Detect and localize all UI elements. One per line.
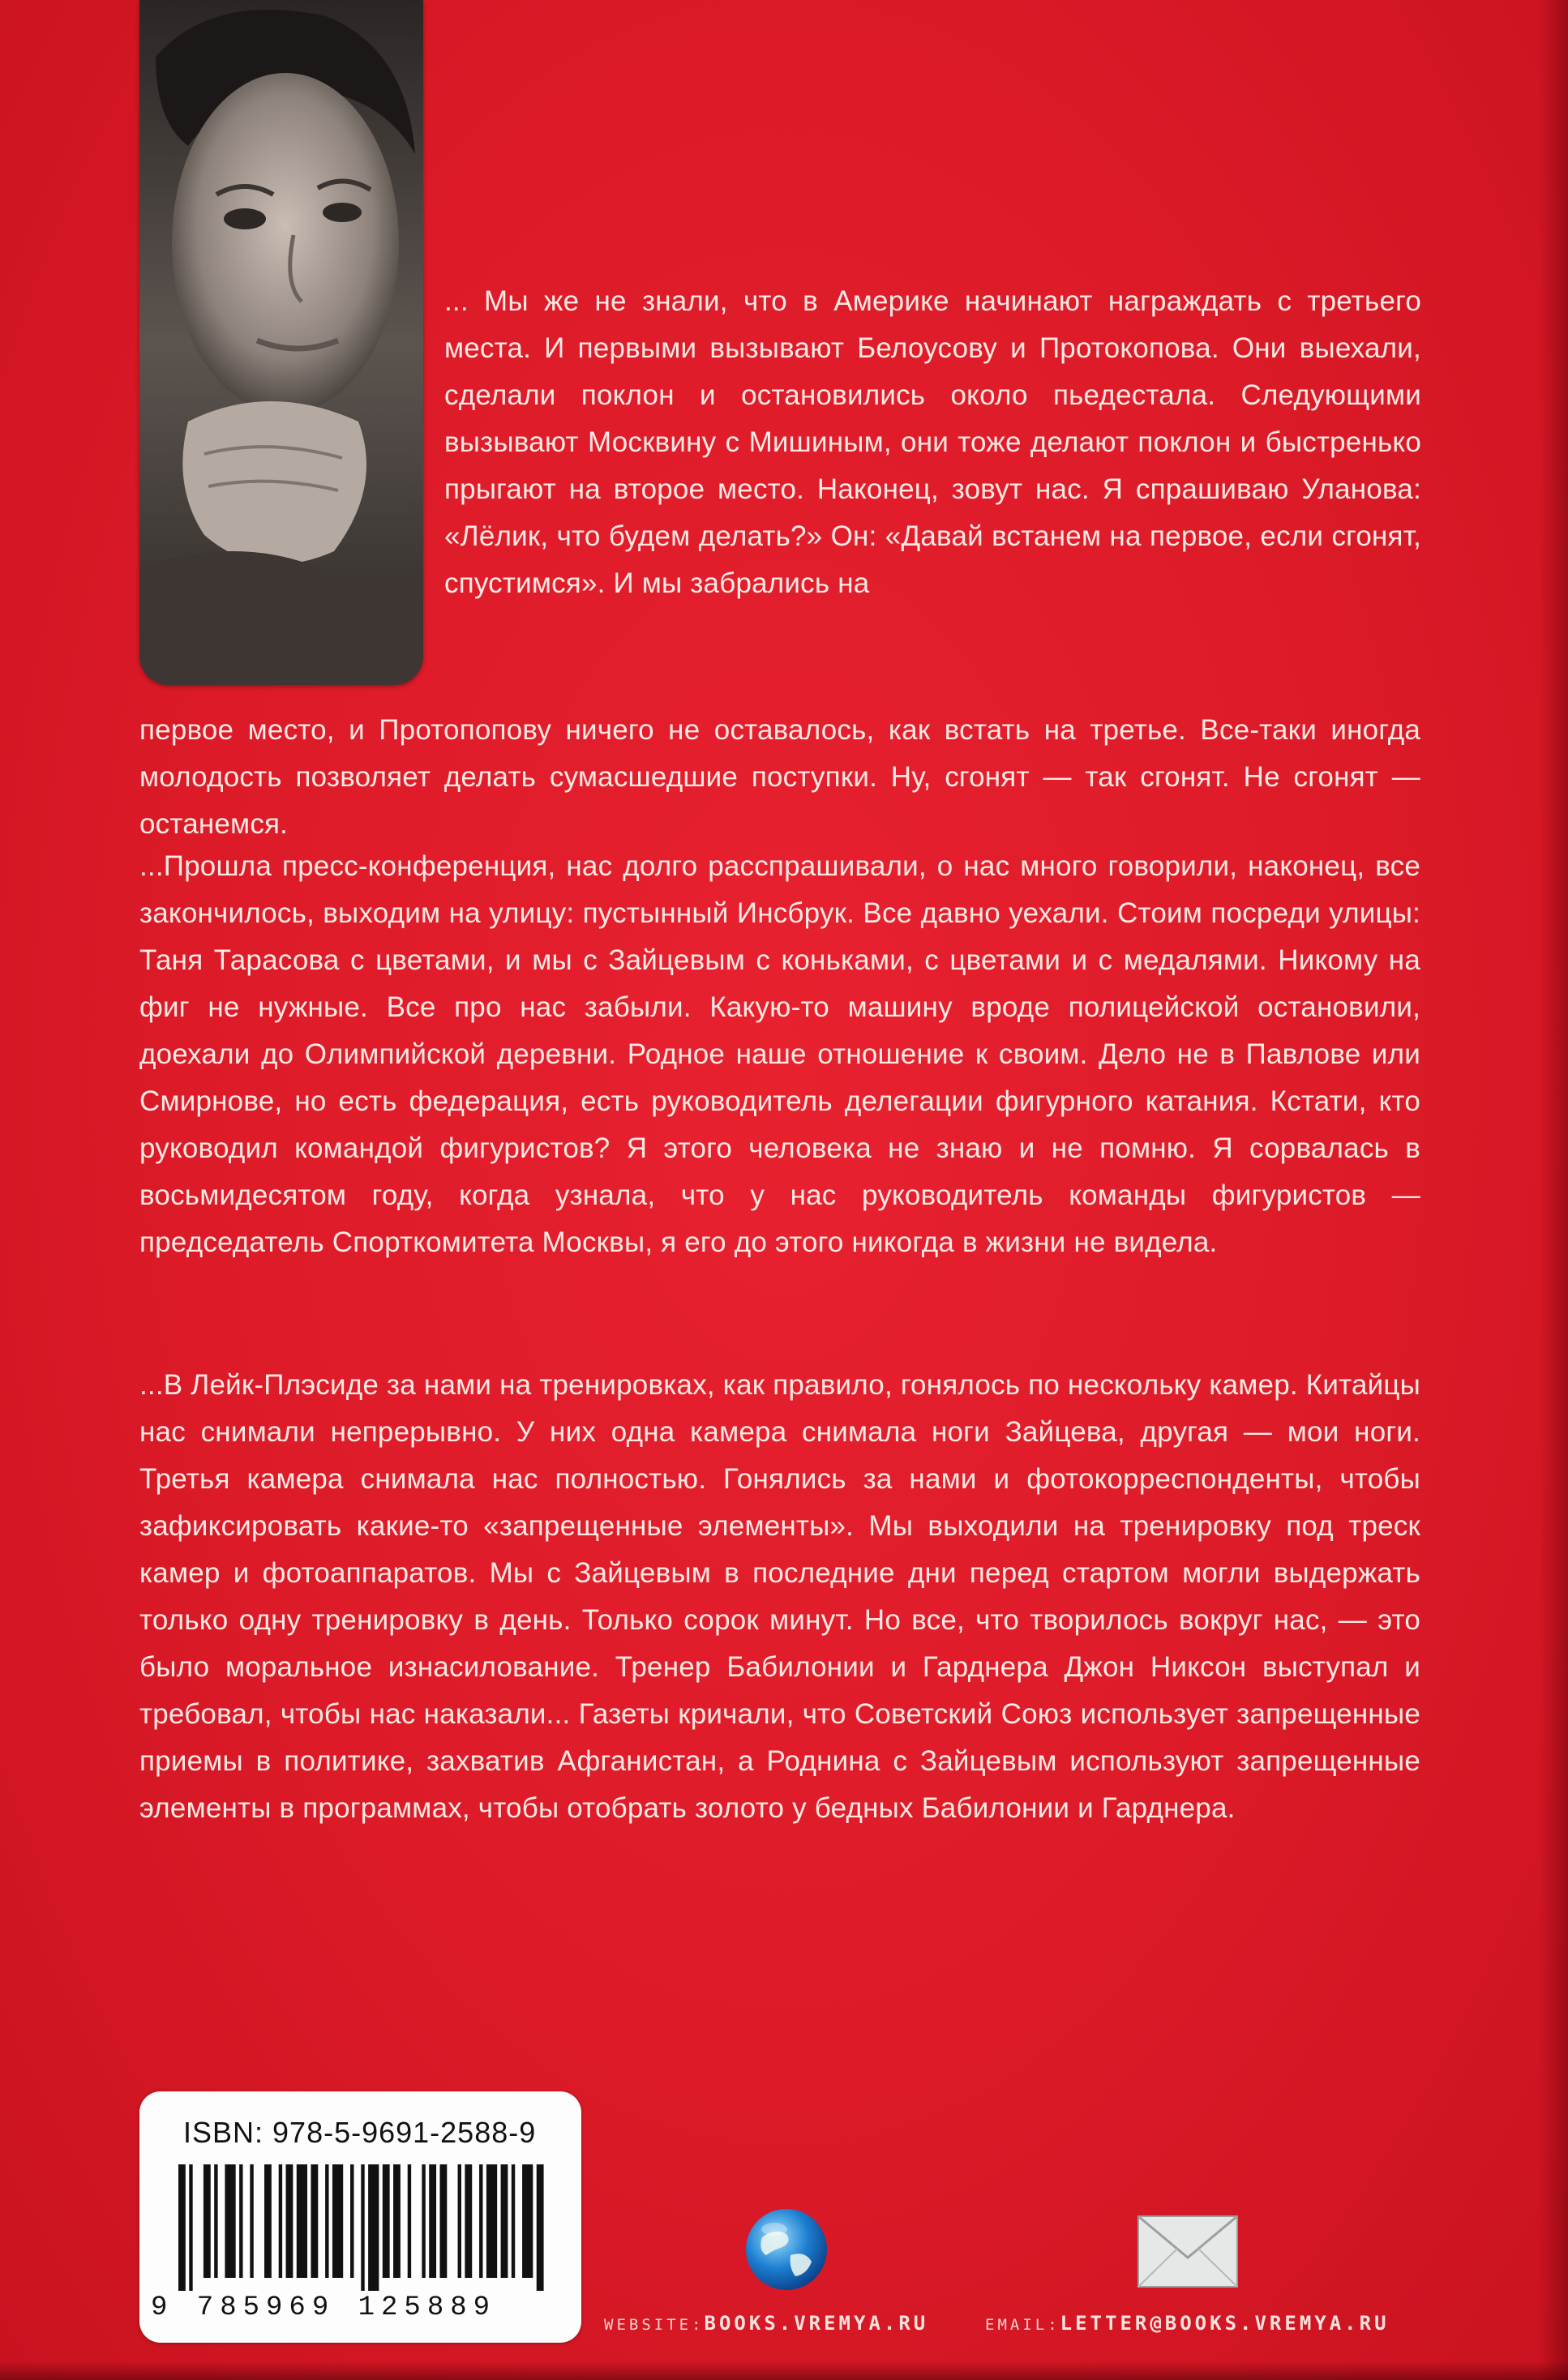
barcode-bar [465, 2164, 472, 2278]
barcode-bar [501, 2164, 508, 2278]
barcode-image [178, 2164, 547, 2291]
barcode-digits: 9 785969 125889 [151, 2292, 497, 2323]
excerpt-paragraph-1-continued: первое место, и Протопопову ничего не оставалось, как встать на третье. Все-таки иногда молодость позволяет делать сумасшедшие поступки. Ну, сгонят — так сгонят. Не сгонят — останемся. [139, 714, 1420, 840]
website-line [604, 2312, 928, 2335]
barcode-bar [383, 2164, 390, 2278]
barcode-bar [214, 2164, 217, 2278]
envelope-icon [1135, 2213, 1240, 2290]
barcode-bar [225, 2164, 235, 2278]
barcode-bar [537, 2164, 544, 2291]
barcode-bar [279, 2164, 282, 2278]
isbn-number: ISBN: 978-5-9691-2588-9 [183, 2116, 537, 2149]
email-label: EMAIL: [985, 2316, 1060, 2334]
barcode-bar [361, 2164, 364, 2291]
email-address[interactable]: LETTER@BOOKS.VREMYA.RU [1060, 2312, 1390, 2335]
barcode-bar [325, 2164, 328, 2278]
website-url[interactable]: BOOKS.VREMYA.RU [704, 2312, 929, 2335]
barcode-bar [479, 2164, 482, 2278]
excerpt-paragraph-3: ...В Лейк-Плэсиде за нами на тренировках, как правило, гонялось по нескольку камер. Китайцы нас снимали непрерывно. У них одна камера снимала ноги Зайцева, другая — мои ноги. Третья камера снимала нас полностью. Гонялись за нами и фотокорреспонденты, чтобы зафиксировать какие-то «запрещенные элементы». Мы выходили на тренировку под треск камер и фотоаппаратов. Мы с Зайцевым в последние дни перед стартом могли выдержать только одну тренировку в день. Только сорок минут. Но все, что творилось вокруг нас, — это было моральное изнасилование. Тренер Бабилонии и Гарднера Джон Никсон выступал и требовал, чтобы нас наказали... Газеты кричали, что Советский Союз использует запрещенные приемы в политике, захватив Афганистан, а Роднина с Зайцевым используют запрещенные элементы в программах, чтобы отобрать золото у бедных Бабилонии и Гарднера. [139, 1369, 1420, 1824]
barcode-bar [311, 2164, 318, 2278]
barcode-bar [393, 2164, 401, 2278]
globe-icon [742, 2205, 831, 2294]
barcode-bar [458, 2164, 461, 2278]
barcode-bar [422, 2164, 425, 2278]
barcode-bar [486, 2164, 497, 2278]
website-label: WEBSITE: [604, 2316, 705, 2334]
barcode-bar [297, 2164, 307, 2278]
email-line [985, 2312, 1390, 2335]
barcode-bar [512, 2164, 515, 2278]
barcode-bar [522, 2164, 533, 2278]
barcode-bar [368, 2164, 379, 2291]
barcode-bar [178, 2164, 186, 2291]
author-photo [139, 0, 423, 685]
isbn-barcode-panel [139, 2091, 581, 2343]
barcode-bar [203, 2164, 211, 2278]
cover-right-edge-shadow [1539, 0, 1568, 2380]
excerpt-paragraph-2: ...Прошла пресс-конференция, нас долго расспрашивали, о нас много говорили, наконец, все закончилось, выходим на улицу: пустынный Инсбрук. Все давно уехали. Стоим посреди улицы: Таня Тарасова с цветами, и мы с Зайцевым с коньками, с цветами и с медалями. Никому на фиг не нужные. Все про нас забыли. Какую-то машину вроде полицейской остановили, доехали до Олимпийской деревни. Родное наше отношение к своим. Дело не в Павлове или Смирнове, но есть федерация, есть руководитель делегации фигурного катания. Кстати, кто руководил командой фигуристов? Я этого человека не знаю и не помню. Я сорвалась в восьмидесятом году, когда узнала, что у нас руководитель команды фигуристов — председатель Спорткомитета Москвы, я его до этого никогда в жизни не видела. [139, 850, 1420, 1258]
barcode-bar [286, 2164, 293, 2278]
barcode-bar [408, 2164, 411, 2278]
cover-bottom-edge-shadow [0, 2361, 1568, 2380]
barcode-bar [239, 2164, 242, 2278]
excerpt-paragraph-1: ... Мы же не знали, что в Америке начинают награждать с третьего места. И первыми вызывают Белоусову и Протокопова. Они выехали, сделали поклон и остановились около пьедестала. Следующими вызывают Москвину с Мишиным, они тоже делают поклон и быстренько прыгают на второе место. Наконец, зовут нас. Я спрашиваю Уланова: «Лёлик, что будем делать?» Он: «Давай встанем на первое, если сгонят, спустимся». И мы забрались на [444, 285, 1421, 599]
barcode-bar [250, 2164, 253, 2278]
barcode-bar [264, 2164, 272, 2278]
barcode-bar [429, 2164, 436, 2278]
barcode-bar [439, 2164, 447, 2278]
portrait-image [139, 0, 423, 685]
barcode-bar [350, 2164, 353, 2278]
barcode-bar [332, 2164, 343, 2278]
barcode-bar [189, 2164, 192, 2291]
